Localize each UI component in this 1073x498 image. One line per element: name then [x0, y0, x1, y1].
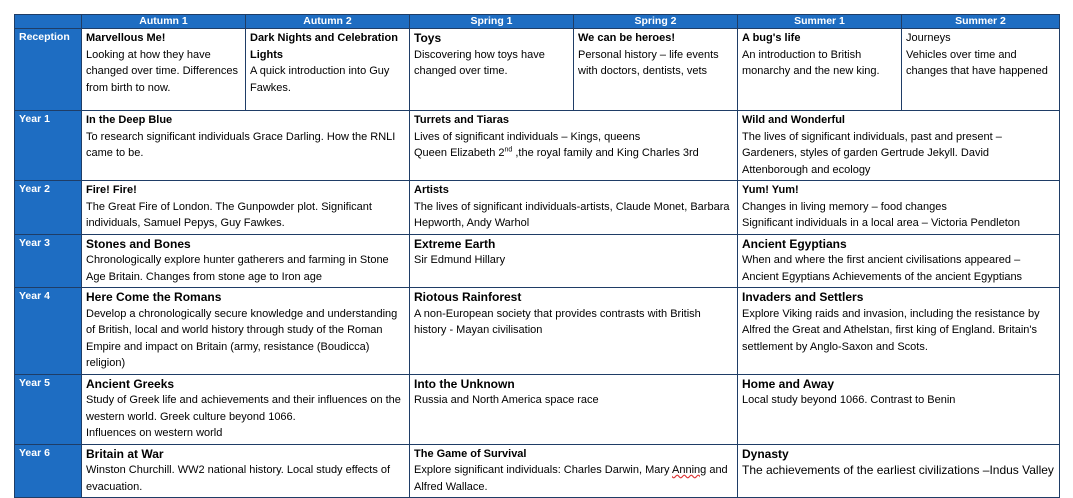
term-header-summer-1: Summer 1 [738, 15, 902, 29]
topic-description: Local study beyond 1066. Contrast to Benin [742, 394, 956, 406]
row-year-1 [15, 111, 1060, 181]
year-label-year-3: Year 3 [15, 234, 82, 288]
topic-description: Sir Edmund Hillary [414, 254, 506, 266]
cell-reception-autumn1 [82, 29, 246, 111]
topic-title: Dark Nights and Celebration Lights [250, 32, 398, 61]
cell-year2-spring [410, 181, 738, 235]
row-year-2 [15, 181, 1060, 235]
cell-reception-spring2 [574, 29, 738, 111]
topic-title: The Game of Survival [414, 447, 527, 460]
topic-description: Explore Viking raids and invasion, including the resistance by Alfred the Great and Athelstan, first king of England. Britain's settlement by Anglo-Saxon and Scots. [742, 307, 1040, 353]
topic-description: Chronologically explore hunter gatherers and farming in Stone Age Britain. Changes from stone age to Iron age [86, 254, 389, 283]
topic-title: Journeys [906, 32, 951, 44]
year-label-reception: Reception [15, 29, 82, 111]
topic-description: An introduction to British monarchy and the new king. [742, 48, 880, 77]
topic-title: Fire! Fire! [86, 184, 137, 196]
topic-title: In the Deep Blue [86, 114, 173, 126]
topic-title: A bug's life [742, 32, 801, 44]
year-label-year-4: Year 4 [15, 288, 82, 375]
topic-description: Personal history – life events with doctors, dentists, vets [578, 48, 719, 77]
topic-title: Artists [414, 184, 449, 196]
topic-title: Riotous Rainforest [414, 290, 522, 304]
cell-year3-spring [410, 234, 738, 288]
row-reception [15, 29, 1060, 111]
cell-year5-spring [410, 374, 738, 444]
topic-title: Toys [414, 31, 442, 45]
topic-title: Home and Away [742, 376, 835, 391]
year-label-year-2: Year 2 [15, 181, 82, 235]
topic-description: Develop a chronologically secure knowledge and understanding of British, local and world history through study of the Roman Empire and impact on Britain (army, resistance (Boudicca) religion) [86, 307, 398, 369]
term-header-spring-1: Spring 1 [410, 15, 574, 29]
curriculum-table-wrapper [14, 14, 1059, 498]
term-header-autumn-2: Autumn 2 [246, 15, 410, 29]
topic-description: The achievements of the earliest civilizations –Indus Valley [742, 463, 1054, 477]
cell-year3-autumn [82, 234, 410, 288]
topic-description: The lives of significant individuals-artists, Claude Monet, Barbara Hepworth, Andy Warhol [414, 200, 730, 229]
cell-year4-spring [410, 288, 738, 375]
topic-title: Yum! Yum! [742, 184, 799, 196]
superscript: nd [504, 146, 513, 154]
cell-year1-spring [410, 111, 738, 181]
cell-year1-summer [738, 111, 1060, 181]
topic-description: To research significant individuals Grace Darling. How the RNLI came to be. [86, 130, 396, 159]
spellcheck-underlined-word: Anning [672, 464, 707, 476]
text-part: Explore significant individuals: Charles Darwin, Mary [414, 464, 672, 476]
text-part: and Alfred Wallace. [414, 464, 728, 493]
topic-description: Changes in living memory – food changes [742, 200, 947, 213]
topic-description: A non-European society that provides contrasts with British history - Mayan civilisation [414, 307, 701, 336]
cell-year6-summer [738, 444, 1060, 498]
year-label-year-1: Year 1 [15, 111, 82, 181]
topic-title: Into the Unknown [414, 376, 515, 391]
cell-year1-autumn [82, 111, 410, 181]
term-header-summer-2: Summer 2 [902, 15, 1060, 29]
topic-description: Vehicles over time and changes that have happened [906, 48, 1048, 77]
cell-year6-spring [410, 444, 738, 498]
topic-description: Discovering how toys have changed over time. [414, 48, 545, 77]
topic-description: The lives of significant individuals, past and present – Gardeners, styles of garden Gertrude Jekyll. David Attenborough and ecology [742, 130, 1002, 176]
year-label-year-5: Year 5 [15, 374, 82, 444]
topic-description: A quick introduction into Guy Fawkes. [250, 65, 390, 94]
topic-description: Looking at how they have changed over time. Differences from birth to now. [86, 48, 239, 94]
cell-reception-summer2 [902, 29, 1060, 111]
text-part: ,the royal family and King Charles 3rd [512, 147, 699, 159]
topic-description: Russia and North America space race [414, 394, 599, 406]
topic-title: Dynasty [742, 446, 789, 461]
topic-description-line2: Significant individuals in a local area – Victoria Pendleton [742, 217, 1021, 229]
topic-title: We can be heroes! [578, 32, 675, 44]
topic-title: Wild and Wonderful [742, 114, 845, 126]
row-year-4 [15, 288, 1060, 375]
topic-title: Turrets and Tiaras [414, 114, 509, 126]
term-header-row [15, 15, 1060, 29]
row-year-5 [15, 374, 1060, 444]
topic-title: Stones and Bones [86, 236, 191, 251]
cell-year4-autumn [82, 288, 410, 375]
cell-year3-summer [738, 234, 1060, 288]
cell-year5-summer [738, 374, 1060, 444]
topic-description-line2: Influences on western world [86, 427, 223, 439]
corner-cell [15, 15, 82, 29]
history-curriculum-table [14, 14, 1060, 498]
cell-reception-spring1 [410, 29, 574, 111]
topic-title: Extreme Earth [414, 236, 496, 251]
topic-title: Here Come the Romans [86, 290, 222, 304]
topic-description-line2 [414, 145, 733, 162]
topic-description [414, 462, 733, 495]
topic-description: When and where the first ancient civilisations appeared – Ancient Egyptians Achievements of the ancient Egyptians [742, 254, 1023, 283]
topic-title: Ancient Greeks [86, 376, 175, 391]
cell-reception-autumn2 [246, 29, 410, 111]
text-part: Queen Elizabeth 2 [414, 147, 505, 159]
term-header-spring-2: Spring 2 [574, 15, 738, 29]
topic-description: Lives of significant individuals – Kings, queens [414, 130, 641, 143]
topic-description: Study of Greek life and achievements and their influences on the western world. Greek culture beyond 1066. [86, 394, 401, 423]
cell-year5-autumn [82, 374, 410, 444]
topic-title: Invaders and Settlers [742, 290, 864, 304]
cell-year2-autumn [82, 181, 410, 235]
topic-title: Britain at War [86, 446, 164, 461]
topic-description: The Great Fire of London. The Gunpowder plot. Significant individuals, Samuel Pepys, Guy Fawkes. [86, 200, 372, 229]
row-year-3 [15, 234, 1060, 288]
cell-reception-summer1 [738, 29, 902, 111]
topic-description: Winston Churchill. WW2 national history. Local study effects of evacuation. [86, 464, 391, 493]
year-label-year-6: Year 6 [15, 444, 82, 498]
topic-title: Ancient Egyptians [742, 236, 847, 251]
cell-year2-summer [738, 181, 1060, 235]
cell-year4-summer [738, 288, 1060, 375]
term-header-autumn-1: Autumn 1 [82, 15, 246, 29]
row-year-6 [15, 444, 1060, 498]
cell-year6-autumn [82, 444, 410, 498]
topic-title: Marvellous Me! [86, 32, 166, 44]
